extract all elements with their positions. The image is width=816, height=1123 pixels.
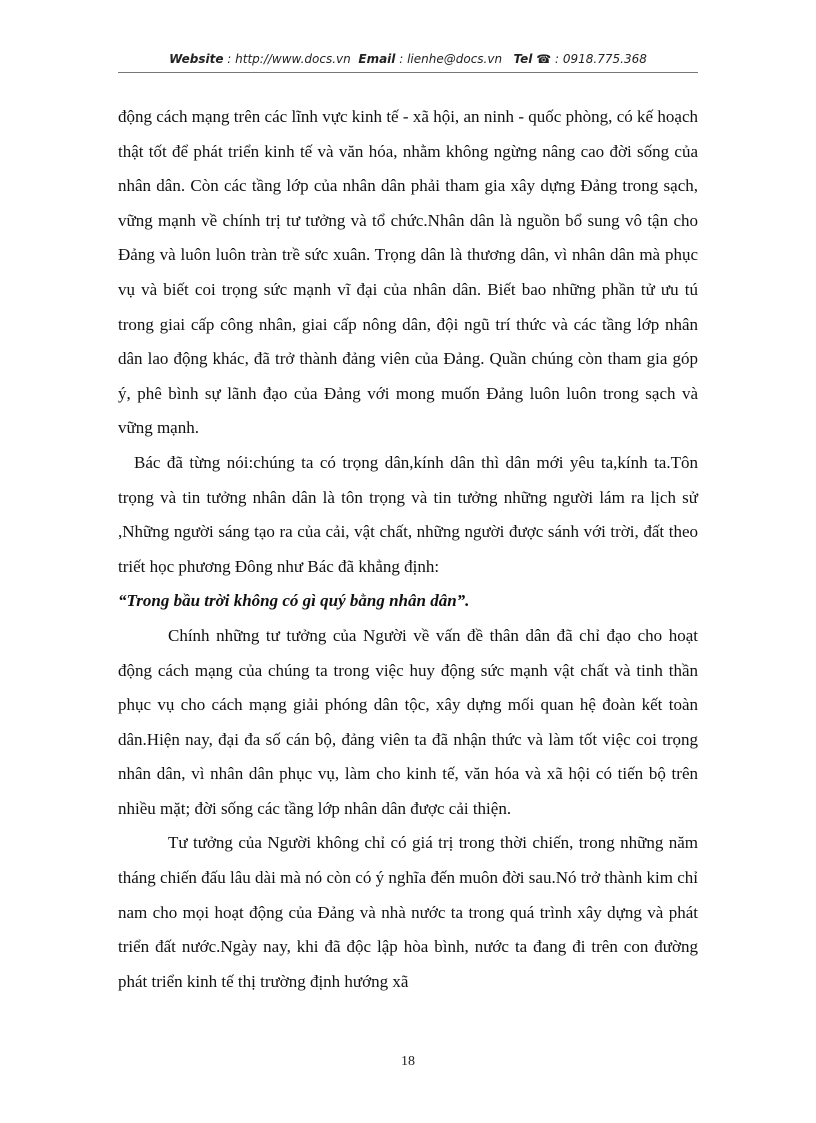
tel-value: : 0918.775.368: [555, 52, 647, 66]
phone-icon: ☎: [536, 52, 552, 66]
paragraph-2: Bác đã từng nói:chúng ta có trọng dân,kính dân thì dân mới yêu ta,kính ta.Tôn trọng và tin tưởng nhân dân là tôn trọng và tin tưởng những người lám ra lịch sử ,Những người sáng tạo ra của cải, vật chất, những người được sánh với trời, đất theo triết học phương Đông như Bác đã khẳng định:: [118, 452, 698, 576]
paragraph-4: Tư tưởng của Người không chỉ có giá trị trong thời chiến, trong những năm tháng chiến đấu lâu dài mà nó còn có ý nghĩa đến muôn đời sau.Nó trở thành kim chỉ nam cho mọi hoạt động của Đảng và nhà nước ta trong quá trình xây dựng và phát triển đất nước.Ngày nay, khi đã độc lập hòa bình, nước ta đang đi trên con đường phát triển kinh tế thị trường định hướng xã: [118, 833, 698, 991]
tel-label: Tel: [513, 52, 533, 66]
document-body: [118, 100, 698, 999]
quote-line: “Trong bầu trời không có gì quý bằng nhân dân”.: [118, 591, 470, 611]
header-divider: [118, 72, 698, 73]
email-value: : lienhe@docs.vn: [399, 52, 503, 66]
page-number: 18: [401, 1054, 415, 1069]
page-header: [0, 52, 816, 66]
website-value: : http://www.docs.vn: [227, 52, 351, 66]
website-label: Website: [169, 52, 224, 66]
paragraph-1: động cách mạng trên các lĩnh vực kinh tế - xã hội, an ninh - quốc phòng, có kế hoạch thật tốt để phát triển kinh tế và văn hóa, nhằm không ngừng nâng cao đời sống của nhân dân. Còn các tầng lớp của nhân dân phải tham gia xây dựng Đảng trong sạch, vững mạnh về chính trị tư tưởng và tổ chức.Nhân dân là nguồn bổ sung vô tận cho Đảng và luôn luôn tràn trề sức xuân. Trọng dân là thương dân, vì nhân dân mà phục vụ và biết coi trọng sức mạnh vĩ đại của nhân dân. Biết bao những phần tử ưu tú trong giai cấp công nhân, giai cấp nông dân, đội ngũ trí thức và các tầng lớp nhân dân lao động khác, đã trở thành đảng viên của Đảng. Quần chúng còn tham gia góp ý, phê bình sự lãnh đạo của Đảng với mong muốn Đảng luôn luôn trong sạch và vững mạnh.: [118, 107, 698, 438]
email-label: Email: [358, 52, 396, 66]
paragraph-3: Chính những tư tưởng của Người về vấn đề thân dân đã chỉ đạo cho hoạt động cách mạng của chúng ta trong việc huy động sức mạnh vật chất và tinh thần phục vụ cho cách mạng giải phóng dân tộc, xây dựng mối quan hệ đoàn kết toàn dân.Hiện nay, đại đa số cán bộ, đảng viên ta đã nhận thức và làm tốt việc coi trọng nhân dân, vì nhân dân phục vụ, làm cho kinh tế, văn hóa và xã hội có tiến bộ trên nhiều mặt; đời sống các tầng lớp nhân dân được cải thiện.: [118, 625, 698, 818]
